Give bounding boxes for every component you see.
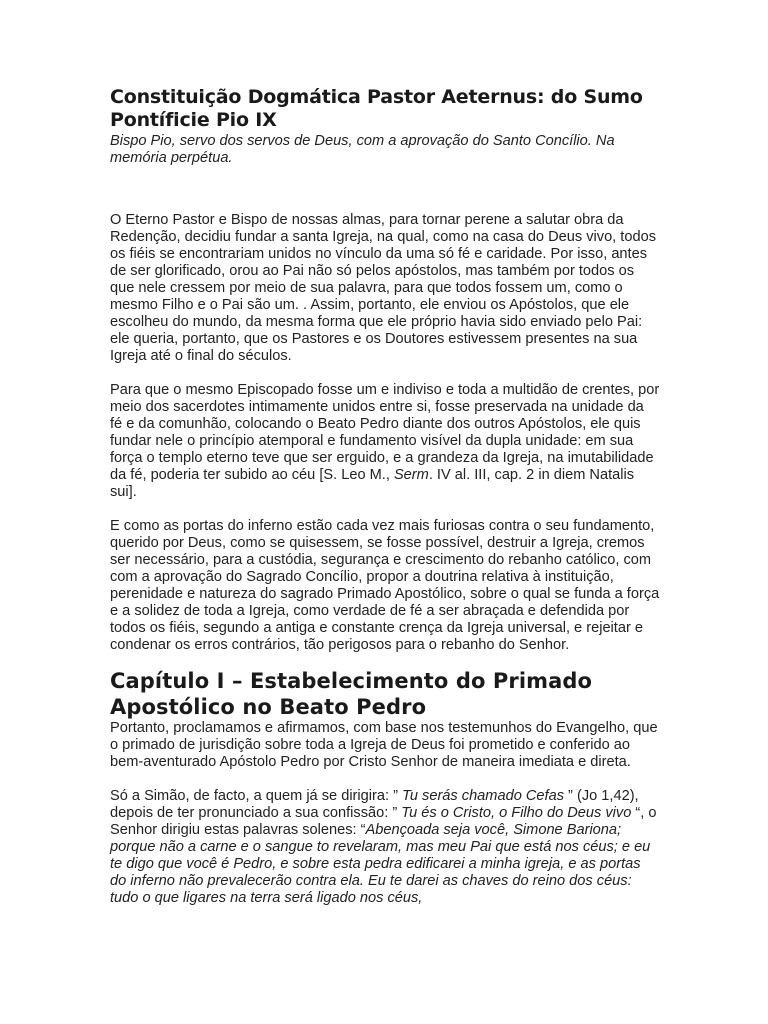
- paragraph-5-text-a: Só a Simão, de facto, a quem já se dirigira: ”: [110, 788, 403, 804]
- document-page: [110, 86, 660, 907]
- spacer: [110, 365, 660, 382]
- document-title: Constituição Dogmática Pastor Aeternus: do Sumo Pontíficie Pio IX: [110, 86, 643, 131]
- paragraph-2: [110, 382, 660, 501]
- paragraph-5: [110, 788, 660, 907]
- paragraph-5-text-c: ” (Jo 1,42), depois de ter pronunciado a sua confissão: ”: [110, 788, 639, 821]
- spacer: [110, 167, 660, 212]
- paragraph-5-text-e: “, o Senhor dirigiu estas palavras solenes: “: [110, 805, 657, 838]
- document-subtitle: Bispo Pio, servo dos servos de Deus, com a aprovação do Santo Concílio. Na memória perpétua.: [110, 133, 615, 166]
- paragraph-2-text-c: . IV al. III, cap. 2 in diem Natalis sui].: [110, 467, 635, 500]
- paragraph-4: Portanto, proclamamos e afirmamos, com base nos testemunhos do Evangelho, que o primado de jurisdição sobre toda a Igreja de Deus foi prometido e conferido ao bem-aventurado Apóstolo Pedro por Cristo Senhor de maneira imediata e direta.: [110, 720, 658, 770]
- paragraph-5-quote-cefas: Tu serás chamado Cefas: [402, 788, 564, 804]
- spacer: [110, 771, 660, 788]
- paragraph-3: E como as portas do inferno estão cada vez mais furiosas contra o seu fundamento, querido por Deus, como se quisessem, se fosse possível, destruir a Igreja, cremos ser necessário, para a custódia, segurança e crescimento do rebanho católico, com com a aprovação do Sagrado Concílio, propor a doutrina relativa à instituição, perenidade e natureza do sagrado Primado Apostólico, sobre o qual se funda a força e a solidez de toda a Igreja, como verdade de fé a ser abraçada e defendida por todos os fiéis, segundo a antiga e constante crença da Igreja universal, e rejeitar e condenar os erros contrários, tão perigosos para o rebanho do Senhor.: [110, 518, 660, 653]
- paragraph-2-text-a: Para que o mesmo Episcopado fosse um e indiviso e toda a multidão de crentes, por meio dos sacerdotes intimamente unidos entre si, fosse preservada na unidade da fé e da comunhão, colocando o Beato Pedro diante dos outros Apóstolos, ele quis fundar nele o princípio atemporal e fundamento visível da dupla unidade: em sua força o templo eterno teve que ser erguido, e a grandeza da Igreja, na imutabilidade da fé, poderia ter subido ao céu [S. Leo M.,: [110, 382, 660, 483]
- chapter-1-title: Capítulo I – Estabelecimento do Primado Apostólico no Beato Pedro: [110, 669, 593, 719]
- paragraph-5-quote-blessing: Abençoada seja você, Simone Bariona; porque não a carne e o sangue to revelaram, mas meu Pai que está nos céus; e eu te digo que você é Pedro, e sobre esta pedra edificarei a minha igreja, e as portas do inferno não prevalecerão contra ela. Eu te darei as chaves do reino dos céus: tudo o que ligares na terra será ligado nos céus,: [110, 822, 651, 906]
- spacer: [110, 501, 660, 518]
- paragraph-5-quote-confession: Tu és o Cristo, o Filho do Deus vivo: [401, 805, 632, 821]
- paragraph-2-citation-italic: Serm: [393, 467, 429, 483]
- paragraph-1: O Eterno Pastor e Bispo de nossas almas, para tornar perene a salutar obra da Redenção, decidiu fundar a santa Igreja, na qual, como na casa do Deus vivo, todos os fiéis se encontrariam unidos no vínculo da uma só fé e caridade. Por isso, antes de ser glorificado, orou ao Pai não só pelos apóstolos, mas também por todos os que nele cressem por meio de sua palavra, para que todos fossem um, como o mesmo Filho e o Pai são um. . Assim, portanto, ele enviou os Apóstolos, que ele escolheu do mundo, da mesma forma que ele próprio havia sido enviado pelo Pai: ele queria, portanto, que os Pastores e os Doutores estivessem presentes na sua Igreja até o final do séculos.: [110, 212, 656, 364]
